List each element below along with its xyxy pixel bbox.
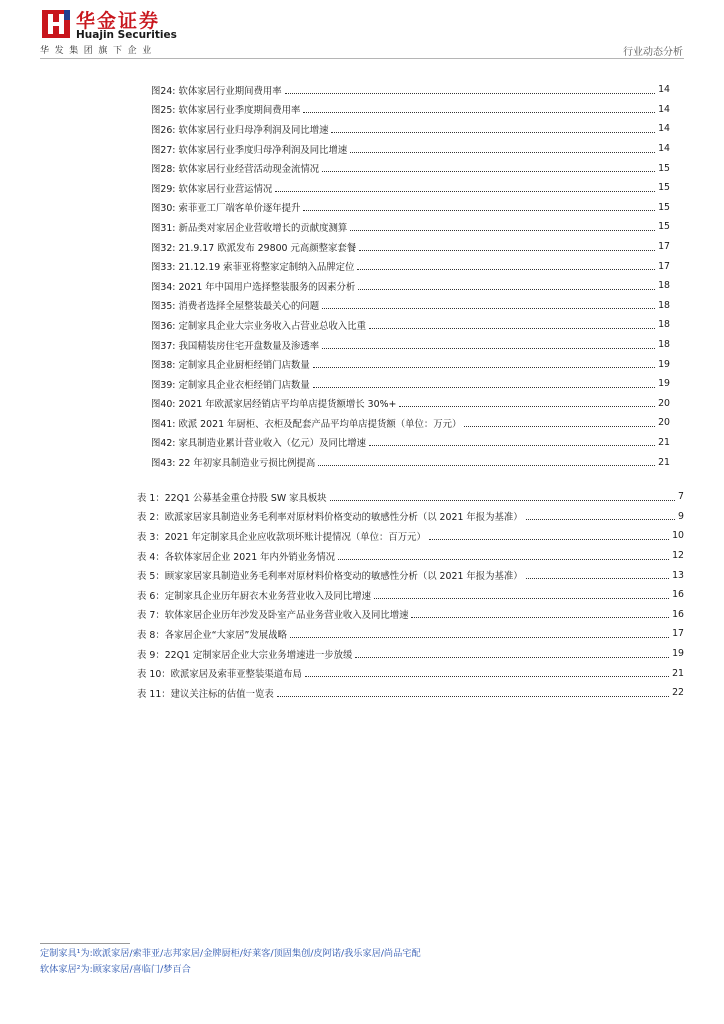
table-entry-label: 表 3：2021 年定制家具企业应收款项坏账计提情况（单位：百万元） [137,531,426,543]
figure-entry[interactable] [40,394,684,414]
figure-entry-label: 图37: 我国精装房住宅开盘数量及渗透率 [151,340,320,352]
dot-leader [429,538,669,540]
table-entry-page-number: 16 [672,608,684,620]
figure-entry[interactable] [40,158,684,178]
figure-entry[interactable] [40,256,684,276]
footnote-soft-furniture: 软体家居²为:顾家家居/喜临门/梦百合 [40,964,191,975]
dot-leader [350,151,655,153]
figure-entry-page-number: 17 [658,241,670,253]
figure-entry-label: 图41: 欧派 2021 年厨柜、衣柜及配套产品平均单店提货额（单位：万元） [151,418,462,430]
table-entry[interactable] [40,487,684,507]
figure-entry[interactable] [40,100,684,120]
figure-entry-label: 图34: 2021 年中国用户选择整装服务的因素分析 [151,281,356,293]
figure-entry[interactable] [40,335,684,355]
table-entry-label: 表 9：22Q1 定制家居企业大宗业务增速进一步放缓 [137,649,353,661]
dot-leader [305,675,669,677]
figure-entry[interactable] [40,139,684,159]
logo-chinese-name: 华金证券 [76,10,161,32]
table-entry-page-number: 22 [672,687,684,699]
figure-entry-label: 图40: 2021 年欧派家居经销店平均单店提货额增长 30%+ [151,399,397,411]
figure-entry-page-number: 21 [658,456,670,468]
figure-entry-page-number: 15 [658,162,670,174]
figure-entry-label: 图36: 定制家具企业大宗业务收入占营业总收入比重 [151,320,366,332]
huajin-logo-icon [40,8,72,40]
figure-entry[interactable] [40,315,684,335]
table-entry[interactable] [40,605,684,625]
dot-leader [313,386,655,388]
table-entry-label: 表 1：22Q1 公募基金重仓持股 SW 家具板块 [137,492,327,504]
table-entry-page-number: 19 [672,648,684,660]
figure-entry-page-number: 18 [658,319,670,331]
figure-entry-page-number: 14 [658,123,670,135]
figure-entry-page-number: 18 [658,299,670,311]
table-entry-page-number: 9 [678,510,684,522]
figure-entry-label: 图33: 21.12.19 索菲亚将整家定制纳入品牌定位 [151,262,355,274]
figure-entry-label: 图38: 定制家具企业厨柜经销门店数量 [151,360,310,372]
footnotes [40,946,421,978]
figure-entry[interactable] [40,413,684,433]
table-entry[interactable] [40,644,684,664]
dot-leader [322,347,655,349]
figure-entry-label: 图24: 软体家居行业期间费用率 [151,85,282,97]
figure-entry[interactable] [40,119,684,139]
dot-leader [277,695,669,697]
figure-entry[interactable] [40,433,684,453]
dot-leader [313,366,655,368]
footnote-divider [40,943,130,944]
figure-entry-page-number: 18 [658,280,670,292]
table-entry[interactable] [40,507,684,527]
dot-leader [330,499,675,501]
figure-entry-page-number: 20 [658,417,670,429]
dot-leader [275,190,655,192]
table-entry-label: 表 11：建议关注标的估值一览表 [137,688,274,700]
figure-entry-page-number: 14 [658,103,670,115]
dot-leader [303,209,655,211]
dot-leader [338,558,669,560]
company-tagline: 华发集团旗下企业 [40,46,157,56]
figure-entry-page-number: 14 [658,84,670,96]
figure-entry[interactable] [40,198,684,218]
dot-leader [318,464,655,466]
figure-entry[interactable] [40,296,684,316]
footnote-custom-furniture: 定制家具¹为:欧派家居/索菲亚/志邦家居/金牌厨柜/好莱客/顶固集创/皮阿诺/我乐家居/尚品宅配 [40,948,421,959]
figure-entry-page-number: 21 [658,436,670,448]
figure-entry-label: 图28: 软体家居行业经营活动现金流情况 [151,164,320,176]
figure-entry[interactable] [40,237,684,257]
table-entry-page-number: 12 [672,550,684,562]
figure-entry[interactable] [40,217,684,237]
figure-entry-page-number: 18 [658,339,670,351]
table-entry-label: 表 6：定制家具企业历年厨衣木业务营业收入及同比增速 [137,590,371,602]
figure-entry-label: 图32: 21.9.17 欧派发布 29800 元高颜整家套餐 [151,242,357,254]
figure-entry[interactable] [40,178,684,198]
dot-leader [322,170,655,172]
figure-entry-label: 图27: 软体家居行业季度归母净利润及同比增速 [151,144,348,156]
dot-leader [285,92,655,94]
figure-entry[interactable] [40,276,684,296]
dot-leader [369,327,655,329]
figure-entry-label: 图31: 新品类对家居企业营收增长的贡献度测算 [151,222,348,234]
dot-leader [411,616,669,618]
figure-entry-page-number: 14 [658,143,670,155]
header-divider [40,58,684,59]
figure-entry-page-number: 20 [658,397,670,409]
figure-entry-label: 图43: 22 年初家具制造业亏损比例提高 [151,458,316,470]
dot-leader [464,425,655,427]
figure-entry-label: 图26: 软体家居行业归母净利润及同比增速 [151,124,329,136]
dot-leader [369,444,655,446]
figure-entry-page-number: 17 [658,260,670,272]
dot-leader [355,656,669,658]
dot-leader [350,229,655,231]
dot-leader [357,268,655,270]
table-entry[interactable] [40,683,684,703]
figure-entry-label: 图25: 软体家居行业季度期间费用率 [151,105,301,117]
table-entry-label: 表 5：顾家家居家具制造业务毛利率对原材料价格变动的敏感性分析（以 2021 年报为基准） [137,571,523,583]
figure-entry-label: 图42: 家具制造业累计营业收入（亿元）及同比增速 [151,438,366,450]
figure-entry-label: 图30: 索菲亚工厂端客单价逐年提升 [151,203,301,215]
figure-entry-label: 图35: 消费者选择全屋整装最关心的问题 [151,301,320,313]
figure-entry[interactable] [40,80,684,100]
dot-leader [526,577,669,579]
table-entry[interactable] [40,526,684,546]
dot-leader [290,636,669,638]
figure-entry-page-number: 15 [658,201,670,213]
dot-leader [303,111,655,113]
table-entry-page-number: 13 [672,569,684,581]
figure-entry-page-number: 15 [658,182,670,194]
dot-leader [399,405,655,407]
dot-leader [322,307,655,309]
table-entry[interactable] [40,565,684,585]
dot-leader [374,597,669,599]
dot-leader [359,249,655,251]
figure-entry-label: 图39: 定制家具企业衣柜经销门店数量 [151,379,310,391]
table-entry[interactable] [40,663,684,683]
table-entry-label: 表 8：各家居企业“大家居”发展战略 [137,629,287,641]
dot-leader [331,131,655,133]
logo-english-name: Huajin Securities [76,29,177,41]
table-entry-label: 表 2：欧派家居家具制造业务毛利率对原材料价格变动的敏感性分析（以 2021 年报为基准） [137,512,523,524]
figure-entry-label: 图29: 软体家居行业营运情况 [151,183,273,195]
table-entry-page-number: 16 [672,589,684,601]
figure-entry[interactable] [40,374,684,394]
dot-leader [526,518,675,520]
table-entry-page-number: 21 [672,667,684,679]
table-entry-page-number: 10 [672,530,684,542]
dot-leader [358,288,655,290]
table-index [40,487,684,703]
table-entry[interactable] [40,546,684,566]
figure-entry[interactable] [40,354,684,374]
report-type: 行业动态分析 [623,47,683,58]
table-entry-label: 表 7：软体家居企业历年沙发及卧室产品业务营业收入及同比增速 [137,610,409,622]
figure-entry[interactable] [40,452,684,472]
figure-index [40,80,684,472]
table-entry-page-number: 17 [672,628,684,640]
figure-entry-page-number: 15 [658,221,670,233]
table-entry-label: 表 10：欧派家居及索菲亚整装渠道布局 [137,669,302,681]
table-entry-label: 表 4：各软体家居企业 2021 年内外销业务情况 [137,551,336,563]
table-entry[interactable] [40,624,684,644]
figure-entry-page-number: 19 [658,378,670,390]
figure-entry-page-number: 19 [658,358,670,370]
page-header [0,0,724,66]
table-entry-page-number: 7 [678,491,684,503]
table-entry[interactable] [40,585,684,605]
